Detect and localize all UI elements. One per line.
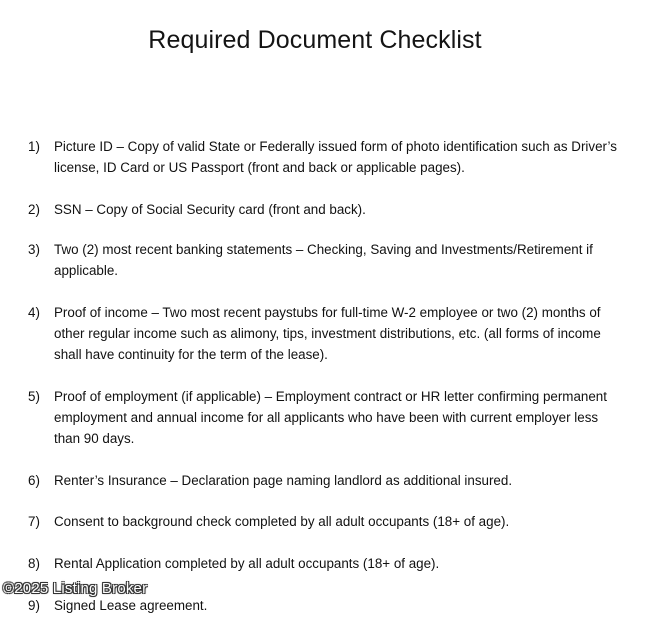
item-text: SSN – Copy of Social Security card (front and back). xyxy=(54,202,366,217)
item-number: 5) xyxy=(28,389,40,404)
checklist-item xyxy=(28,199,628,220)
checklist-item xyxy=(28,595,628,616)
item-text: Renter’s Insurance – Declaration page naming landlord as additional insured. xyxy=(54,473,513,488)
item-text: Consent to background check completed by all adult occupants (18+ of age). xyxy=(54,514,510,529)
item-number: 1) xyxy=(28,139,40,154)
item-text: Picture ID – Copy of valid State or Federally issued form of photo identification such as Driver’s license, ID Card or US Passport (front and back or applicable pages). xyxy=(54,139,617,175)
listing-broker-watermark: ©2025 Listing Broker xyxy=(3,580,148,597)
item-number: 9) xyxy=(28,598,40,613)
item-text: Proof of income – Two most recent paystubs for full-time W-2 employee or two (2) months of other regular income such as alimony, tips, investment distributions, etc. (all forms of income shall have continuity for the term of the lease). xyxy=(54,305,601,362)
item-text: Proof of employment (if applicable) – Employment contract or HR letter confirming permanent employment and annual income for all applicants who have been with current employer less than 90 days. xyxy=(54,389,607,446)
checklist-item xyxy=(28,470,628,491)
item-number: 3) xyxy=(28,242,40,257)
item-text: Signed Lease agreement. xyxy=(54,598,208,613)
checklist-item xyxy=(28,239,628,281)
item-text: Two (2) most recent banking statements – Checking, Saving and Investments/Retirement if applicable. xyxy=(54,242,593,278)
checklist-item xyxy=(28,511,628,532)
item-text: Rental Application completed by all adult occupants (18+ of age). xyxy=(54,556,440,571)
checklist-item xyxy=(28,553,628,574)
item-number: 8) xyxy=(28,556,40,571)
checklist-item xyxy=(28,302,628,365)
item-number: 2) xyxy=(28,202,40,217)
checklist-item xyxy=(28,386,628,449)
checklist-item xyxy=(28,136,628,178)
page-title: Required Document Checklist xyxy=(148,25,482,54)
item-number: 7) xyxy=(28,514,40,529)
item-number: 6) xyxy=(28,473,40,488)
item-number: 4) xyxy=(28,305,40,320)
